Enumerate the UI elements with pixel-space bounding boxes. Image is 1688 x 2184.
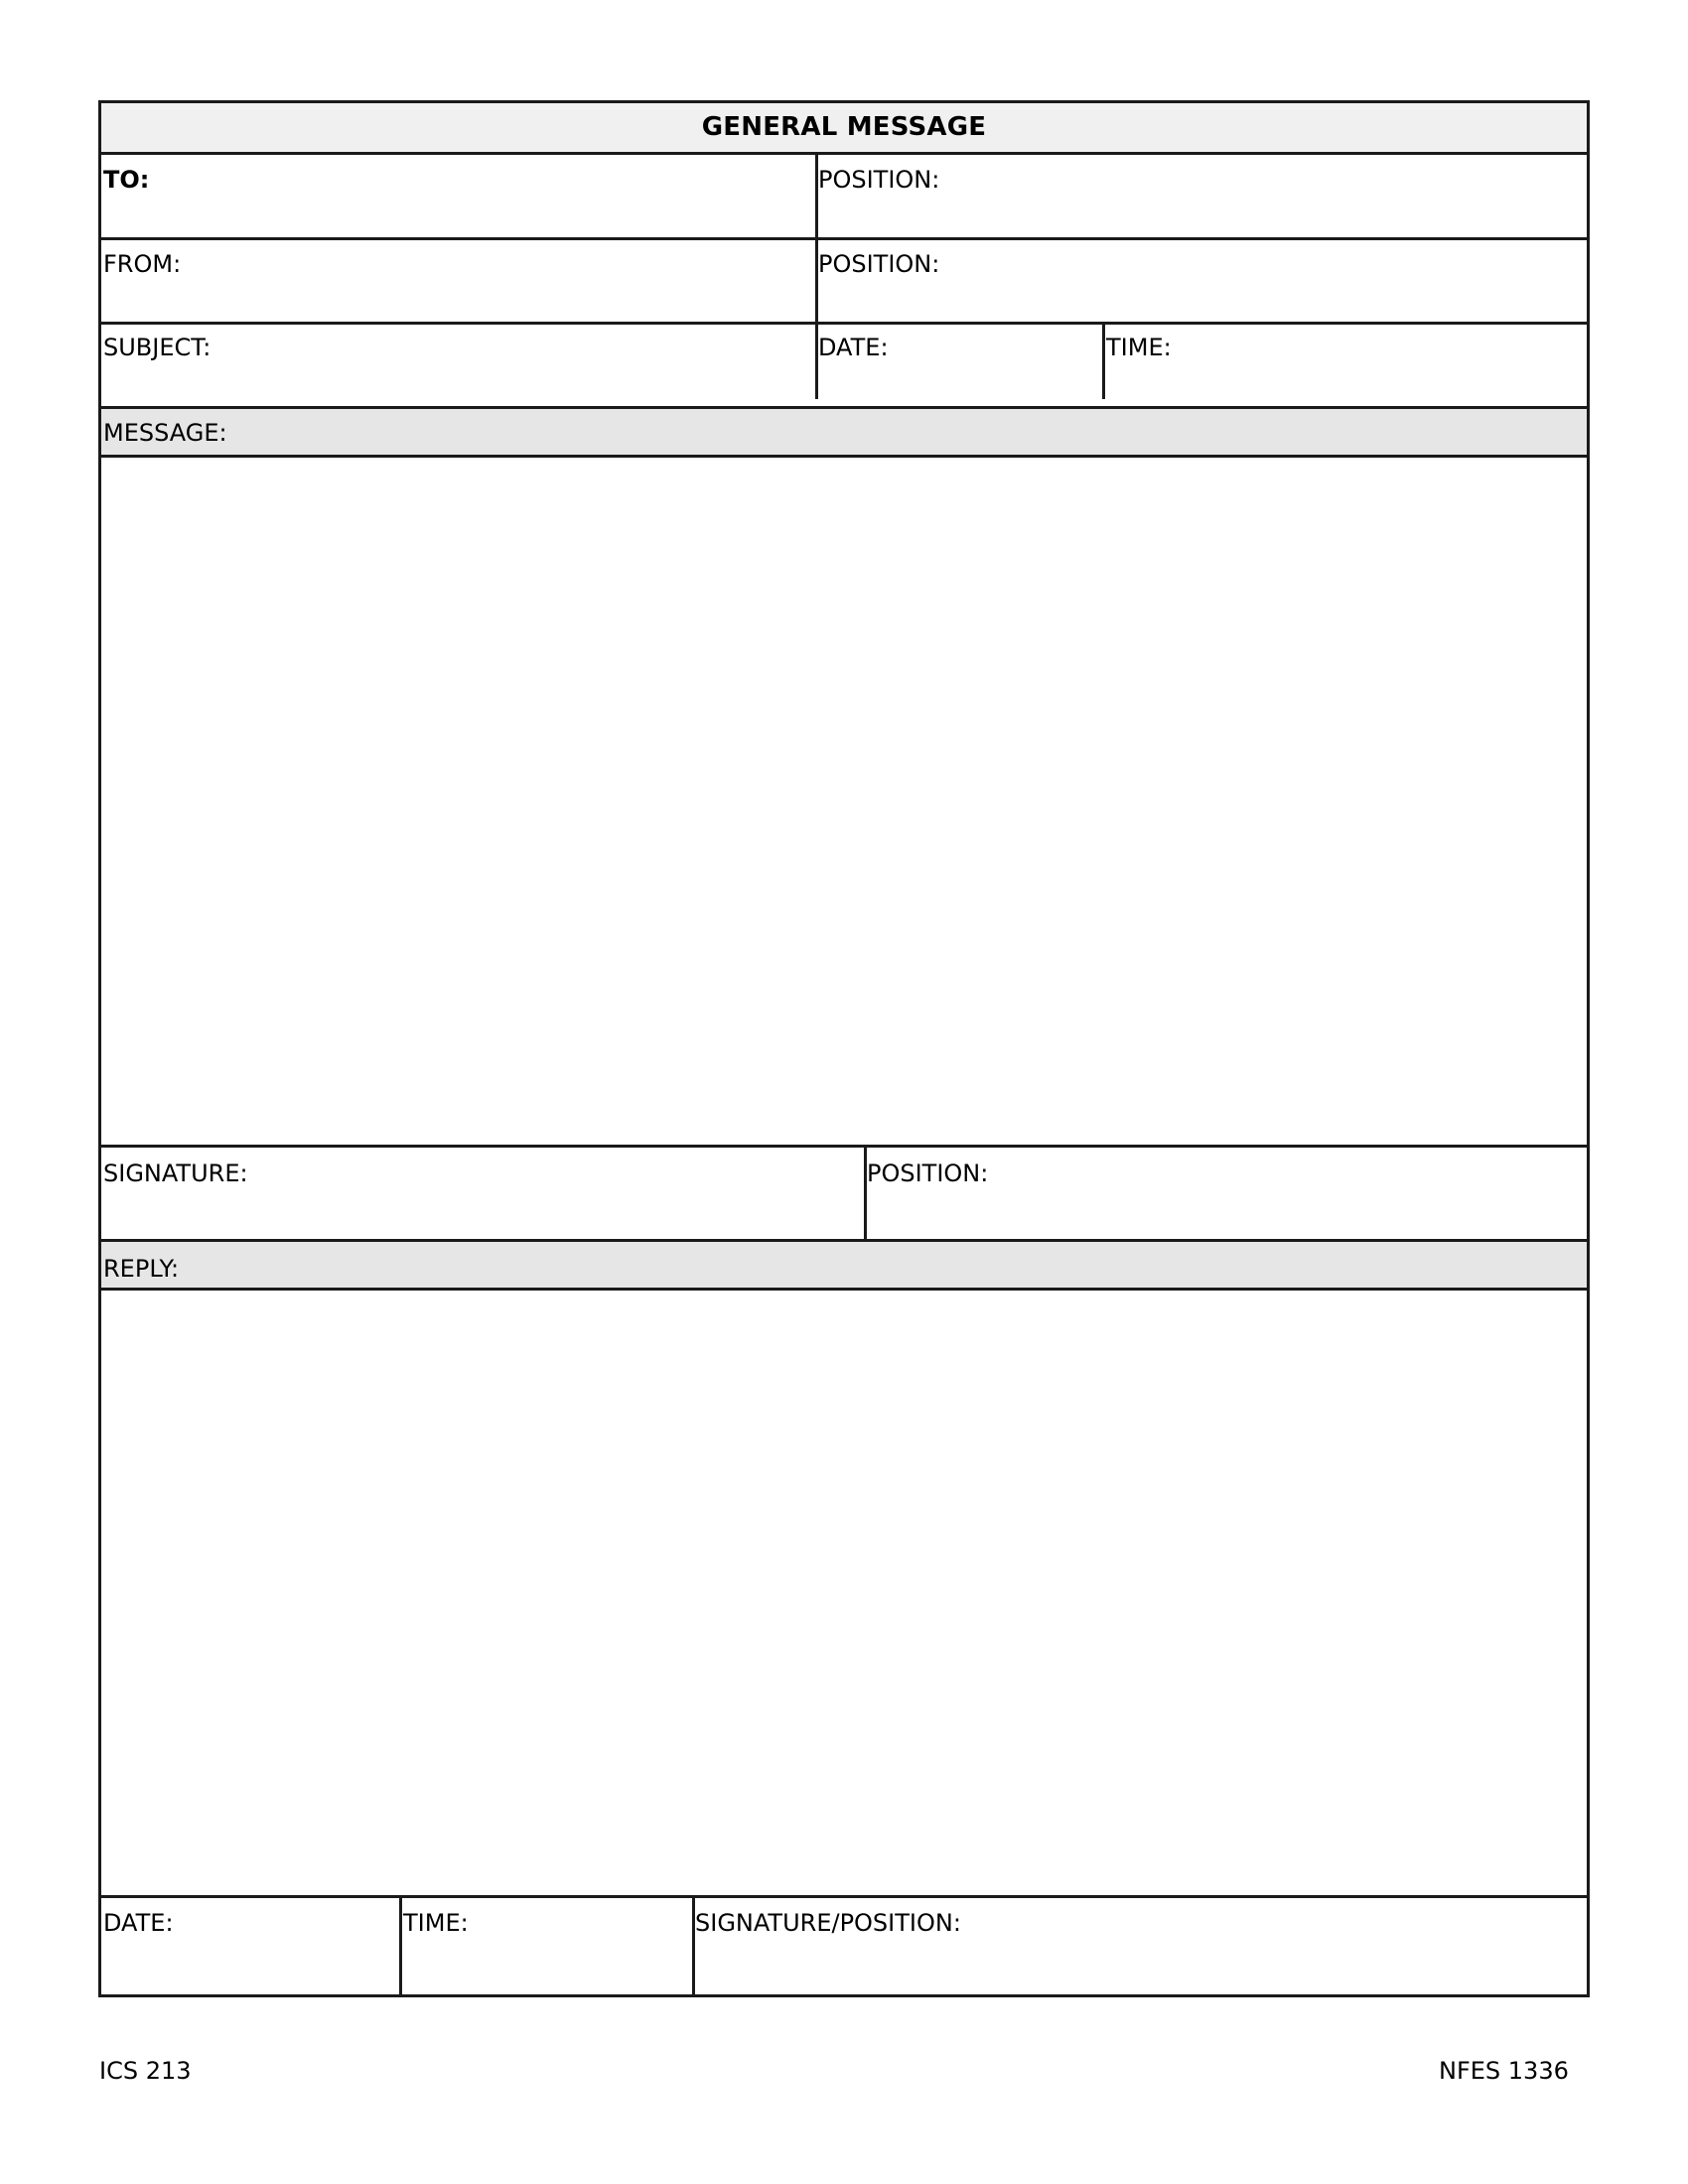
divider-title [101, 152, 1587, 155]
message-label: MESSAGE: [103, 419, 227, 447]
signature-position-label: POSITION: [867, 1160, 989, 1187]
divider-from-subject [101, 322, 1587, 325]
form-id: ICS 213 [99, 2057, 192, 2085]
to-label: TO: [103, 166, 150, 194]
reply-time-label: TIME: [403, 1909, 469, 1937]
message-band [101, 409, 1587, 455]
reply-body-area[interactable] [101, 1291, 1587, 1895]
reply-label: REPLY: [103, 1255, 180, 1283]
date-label: DATE: [818, 334, 889, 361]
form-title: GENERAL MESSAGE [701, 112, 987, 142]
general-message-form [98, 100, 1590, 1997]
nfes-id: NFES 1336 [1439, 2057, 1569, 2085]
divider-reply-footer [101, 1895, 1587, 1898]
from-position-label: POSITION: [818, 250, 940, 278]
reply-band [101, 1242, 1587, 1288]
message-body-area[interactable] [101, 458, 1587, 1145]
subject-label: SUBJECT: [103, 334, 211, 361]
from-label: FROM: [103, 250, 182, 278]
divider-reply-date-time [399, 1895, 402, 1994]
divider-to-from [101, 237, 1587, 240]
divider-message-signature [101, 1145, 1587, 1148]
reply-signature-position-label: SIGNATURE/POSITION: [695, 1909, 961, 1937]
divider-date-time [1102, 322, 1105, 399]
signature-label: SIGNATURE: [103, 1160, 248, 1187]
reply-date-label: DATE: [103, 1909, 174, 1937]
time-label: TIME: [1106, 334, 1172, 361]
to-position-label: POSITION: [818, 166, 940, 194]
